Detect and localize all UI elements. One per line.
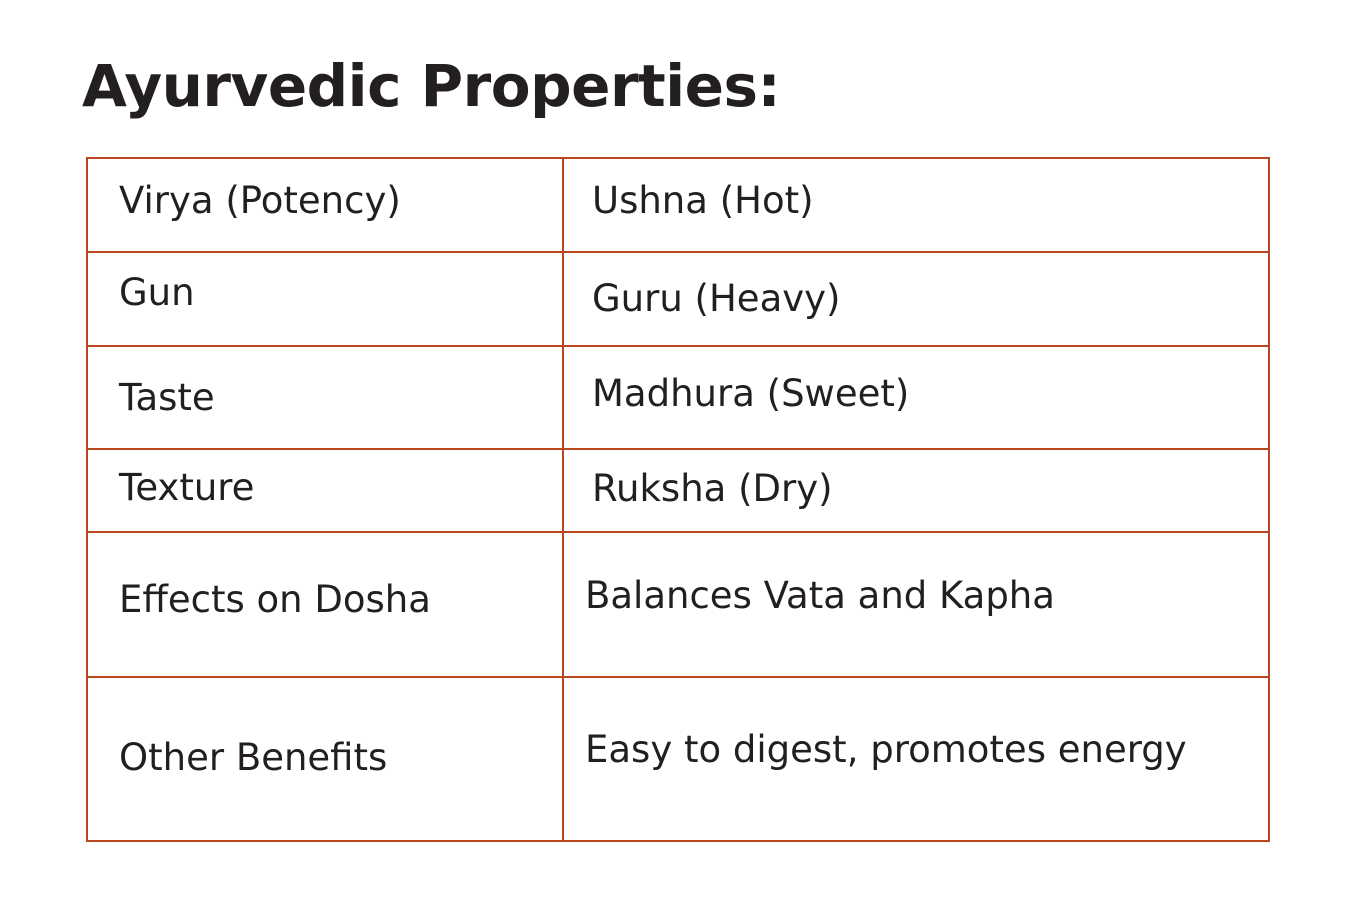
property-cell	[87, 449, 563, 532]
property-label: Gun	[119, 271, 195, 314]
value-cell	[563, 252, 1269, 346]
property-value: Guru (Heavy)	[592, 277, 841, 320]
value-cell	[563, 677, 1269, 841]
property-value: Ushna (Hot)	[592, 179, 814, 222]
property-value: Ruksha (Dry)	[592, 467, 833, 510]
property-label: Virya (Potency)	[119, 179, 401, 222]
table-row	[87, 532, 1269, 677]
value-cell	[563, 346, 1269, 449]
value-cell	[563, 158, 1269, 252]
value-cell	[563, 532, 1269, 677]
table-row	[87, 677, 1269, 841]
table-row	[87, 158, 1269, 252]
property-cell	[87, 252, 563, 346]
table-row	[87, 252, 1269, 346]
property-value: Madhura (Sweet)	[592, 372, 910, 415]
page-title: Ayurvedic Properties:	[82, 52, 781, 120]
property-label: Other Benefits	[119, 736, 388, 779]
property-label: Taste	[119, 376, 215, 419]
property-cell	[87, 532, 563, 677]
property-cell	[87, 677, 563, 841]
property-cell	[87, 158, 563, 252]
property-value: Balances Vata and Kapha	[585, 574, 1055, 617]
value-cell	[563, 449, 1269, 532]
property-label: Effects on Dosha	[119, 578, 431, 621]
ayurvedic-properties-table	[86, 157, 1270, 842]
table-row	[87, 449, 1269, 532]
property-cell	[87, 346, 563, 449]
table-row	[87, 346, 1269, 449]
property-label: Texture	[119, 466, 255, 509]
property-value: Easy to digest, promotes energy	[585, 728, 1187, 771]
